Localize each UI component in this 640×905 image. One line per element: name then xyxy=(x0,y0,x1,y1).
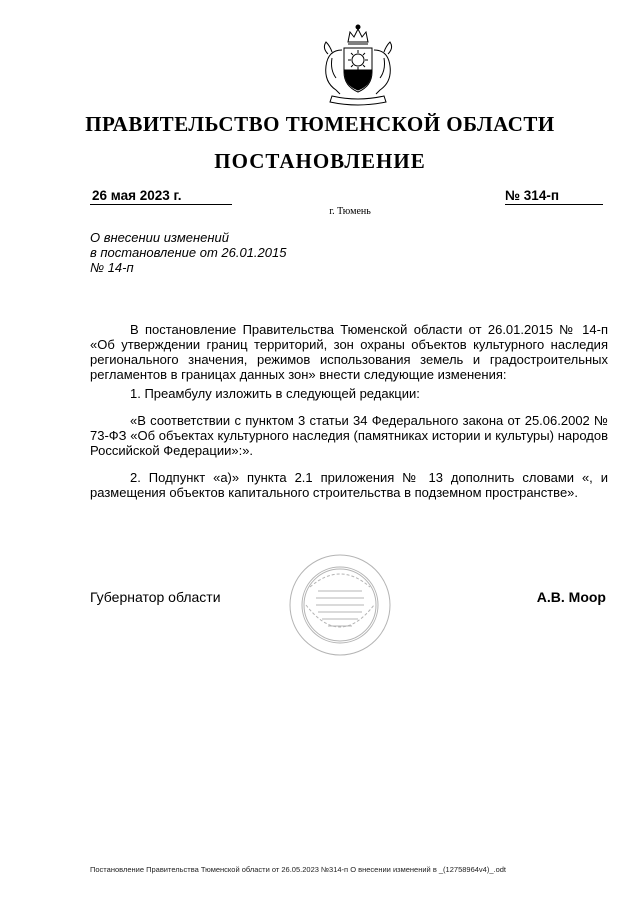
body-paragraph: 2. Подпункт «а)» пункта 2.1 приложения № 13 дополнить словами «, и размещения объектов капитального строительства в подземном пространстве». xyxy=(90,470,608,500)
document-kind: ПОСТАНОВЛЕНИЕ xyxy=(214,149,426,173)
official-seal-icon xyxy=(288,553,392,657)
document-subject xyxy=(90,230,390,275)
body-paragraph: «В соответствии с пунктом 3 статьи 34 Федерального закона от 25.06.2002 № 73-ФЗ «Об объектах культурного наследия (памятниках истории и культуры) народов Российской Федерации»:». xyxy=(90,413,608,458)
subject-line: О внесении изменений xyxy=(90,230,229,245)
subject-line: № 14-п xyxy=(90,260,134,275)
document-date: 26 мая 2023 г. xyxy=(90,188,232,205)
document-number: № 314-п xyxy=(505,188,603,205)
signer-role: Губернатор области xyxy=(90,589,221,605)
signer-name: А.В. Моор xyxy=(536,589,606,605)
subject-line: в постановление от 26.01.2015 xyxy=(90,245,287,260)
government-title: ПРАВИТЕЛЬСТВО ТЮМЕНСКОЙ ОБЛАСТИ xyxy=(85,112,555,136)
document-body xyxy=(90,322,608,500)
coat-of-arms-icon xyxy=(314,20,402,108)
city-label: г. Тюмень xyxy=(329,206,371,217)
footer-file-reference: Постановление Правительства Тюменской области от 26.05.2023 №314-п О внесении изменений в _(12758964v4)_.odt xyxy=(90,865,507,874)
body-paragraph: 1. Преамбулу изложить в следующей редакции: xyxy=(130,386,420,401)
body-paragraph: В постановление Правительства Тюменской области от 26.01.2015 № 14-п «Об утверждении границ территорий, зон охраны объектов культурного наследия регионального значения, режимов использования земель и градостроительных регламентов в границах данных зон» внести следующие изменения: xyxy=(90,322,608,382)
